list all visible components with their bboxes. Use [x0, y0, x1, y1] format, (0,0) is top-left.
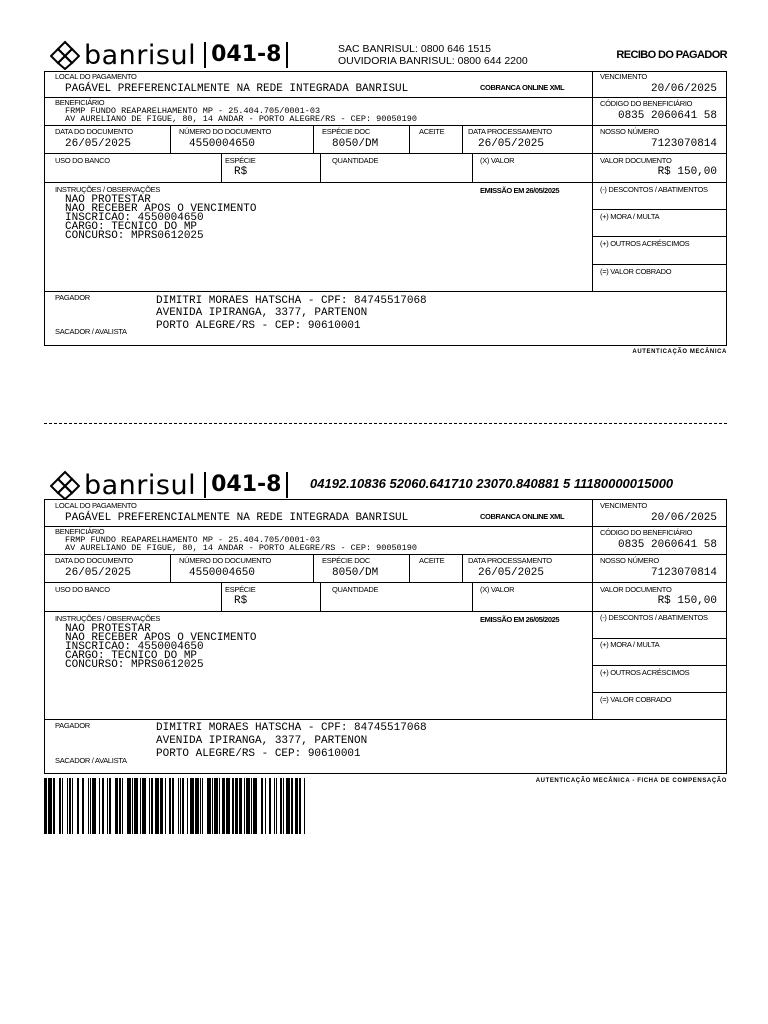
codigo-beneficiario-value: 0835 2060641 58 — [617, 110, 717, 122]
numero-documento-value: 4550004650 — [189, 138, 256, 150]
numero-documento-value: 4550004650 — [189, 567, 256, 579]
label-sacador: SACADOR / AVALISTA — [55, 756, 127, 765]
label-mora: (+) MORA / MULTA — [600, 212, 660, 221]
nosso-numero-value: 7123070814 — [650, 138, 717, 150]
label-valor-documento: VALOR DOCUMENTO — [600, 156, 672, 165]
label-beneficiario: BENEFICIÁRIO — [55, 98, 105, 107]
cobranca-type: COBRANCA ONLINE XML — [480, 83, 565, 92]
label-sacador: SACADOR / AVALISTA — [55, 327, 127, 336]
vencimento-value: 20/06/2025 — [650, 512, 717, 524]
bank-logo — [50, 40, 288, 70]
instrucao-line: CONCURSO: MPRS0612025 — [65, 659, 204, 671]
label-especie-doc: ESPÉCIE DOC — [322, 127, 370, 136]
label-aceite: ACEITE — [419, 556, 445, 565]
vencimento-value: 20/06/2025 — [650, 83, 717, 95]
receipt-title: RECIBO DO PAGADOR — [616, 49, 727, 61]
especie-doc-value: 8050/DM — [332, 567, 379, 579]
label-local-pagamento: LOCAL DO PAGAMENTO — [55, 72, 137, 81]
instrucao-line: CARGO: TECNICO DO MP — [65, 221, 198, 233]
beneficiario-line-2: AV AURELIANO DE FIGUE, 80, 14 ANDAR - PORTO ALEGRE/RS - CEP: 90050190 — [65, 114, 417, 124]
instrucao-line: NAO RECEBER APOS O VENCIMENTO — [65, 203, 257, 215]
especie-value: R$ — [234, 166, 248, 178]
label-especie: ESPÉCIE — [225, 156, 256, 165]
bank-name: banrisul — [84, 39, 197, 71]
local-pagamento-value: PAGÁVEL PREFERENCIALMENTE NA REDE INTEGRADA BANRISUL — [65, 512, 409, 524]
instrucao-line: INSCRICAO: 4550004650 — [65, 212, 204, 224]
autenticacao-label: AUTENTICAÇÃO MECÂNICA — [632, 349, 727, 355]
banrisul-logo-icon — [50, 40, 80, 70]
beneficiario-line-1: FRMP FUNDO REAPARELHAMENTO MP - 25.404.705/0001-03 — [65, 106, 321, 116]
instrucao-line: INSCRICAO: 4550004650 — [65, 641, 204, 653]
pagador-line: AVENIDA IPIRANGA, 3377, PARTENON — [156, 307, 368, 319]
pagador-line: PORTO ALEGRE/RS - CEP: 90610001 — [156, 748, 361, 760]
bank-code: 041-8 — [204, 42, 288, 68]
especie-doc-value: 8050/DM — [332, 138, 379, 150]
barcode-bar — [304, 778, 305, 834]
instrucao-line: NAO PROTESTAR — [65, 623, 151, 635]
data-documento-value: 26/05/2025 — [65, 138, 132, 150]
data-documento-value: 26/05/2025 — [65, 567, 132, 579]
label-nosso-numero: NOSSO NÚMERO — [600, 127, 659, 136]
label-local-pagamento: LOCAL DO PAGAMENTO — [55, 501, 137, 510]
especie-value: R$ — [234, 595, 248, 607]
label-x-valor: (X) VALOR — [480, 585, 515, 594]
label-quantidade: QUANTIDADE — [332, 156, 379, 165]
codigo-beneficiario-value: 0835 2060641 58 — [617, 539, 717, 551]
label-valor-cobrado: (=) VALOR COBRADO — [600, 267, 672, 276]
ouvidoria-phone: OUVIDORIA BANRISUL: 0800 644 2200 — [338, 55, 528, 67]
label-valor-documento: VALOR DOCUMENTO — [600, 585, 672, 594]
label-pagador: PAGADOR — [55, 293, 90, 302]
bank-logo — [50, 470, 288, 500]
label-outros-acrescimos: (+) OUTROS ACRÉSCIMOS — [600, 668, 690, 677]
emissao-date: EMISSÃO EM 26/05/2025 — [480, 186, 560, 195]
label-numero-documento: NÚMERO DO DOCUMENTO — [179, 127, 272, 136]
instrucao-line: NAO RECEBER APOS O VENCIMENTO — [65, 632, 257, 644]
pagador-line: AVENIDA IPIRANGA, 3377, PARTENON — [156, 735, 368, 747]
label-mora: (+) MORA / MULTA — [600, 640, 660, 649]
instrucao-line: CONCURSO: MPRS0612025 — [65, 230, 204, 242]
label-data-documento: DATA DO DOCUMENTO — [55, 127, 133, 136]
label-x-valor: (X) VALOR — [480, 156, 515, 165]
label-aceite: ACEITE — [419, 127, 445, 136]
autenticacao-ficha-label: AUTENTICAÇÃO MECÂNICA - FICHA DE COMPENSAÇÃO — [535, 778, 727, 784]
banrisul-logo-icon — [50, 470, 80, 500]
label-descontos: (-) DESCONTOS / ABATIMENTOS — [600, 613, 708, 622]
label-pagador: PAGADOR — [55, 721, 90, 730]
sac-phone: SAC BANRISUL: 0800 646 1515 — [338, 43, 491, 55]
label-outros-acrescimos: (+) OUTROS ACRÉSCIMOS — [600, 239, 690, 248]
label-valor-cobrado: (=) VALOR COBRADO — [600, 695, 672, 704]
label-instrucoes: INSTRUÇÕES / OBSERVAÇÕES — [55, 614, 161, 623]
data-processamento-value: 26/05/2025 — [478, 138, 545, 150]
label-instrucoes: INSTRUÇÕES / OBSERVAÇÕES — [55, 185, 161, 194]
label-uso-banco: USO DO BANCO — [55, 585, 110, 594]
cut-line — [44, 423, 727, 424]
label-vencimento: VENCIMENTO — [600, 72, 647, 81]
pagador-line: PORTO ALEGRE/RS - CEP: 90610001 — [156, 320, 361, 332]
instrucao-line: CARGO: TECNICO DO MP — [65, 650, 198, 662]
label-vencimento: VENCIMENTO — [600, 501, 647, 510]
barcode — [44, 778, 438, 834]
data-processamento-value: 26/05/2025 — [478, 567, 545, 579]
emissao-date: EMISSÃO EM 26/05/2025 — [480, 615, 560, 624]
pagador-line: DIMITRI MORAES HATSCHA - CPF: 84745517068 — [156, 295, 427, 307]
pagador-line: DIMITRI MORAES HATSCHA - CPF: 84745517068 — [156, 722, 427, 734]
beneficiario-line-1: FRMP FUNDO REAPARELHAMENTO MP - 25.404.705/0001-03 — [65, 535, 321, 545]
label-quantidade: QUANTIDADE — [332, 585, 379, 594]
digitable-line: 04192.10836 52060.641710 23070.840881 5 11180000015000 — [310, 476, 674, 491]
valor-documento-value: R$ 150,00 — [657, 595, 717, 607]
label-uso-banco: USO DO BANCO — [55, 156, 110, 165]
bank-name: banrisul — [84, 469, 197, 501]
label-numero-documento: NÚMERO DO DOCUMENTO — [179, 556, 272, 565]
label-especie-doc: ESPÉCIE DOC — [322, 556, 370, 565]
local-pagamento-value: PAGÁVEL PREFERENCIALMENTE NA REDE INTEGRADA BANRISUL — [65, 83, 409, 95]
label-beneficiario: BENEFICIÁRIO — [55, 527, 105, 536]
label-data-processamento: DATA PROCESSAMENTO — [468, 127, 552, 136]
instrucao-line: NAO PROTESTAR — [65, 194, 151, 206]
label-especie: ESPÉCIE — [225, 585, 256, 594]
nosso-numero-value: 7123070814 — [650, 567, 717, 579]
label-codigo-beneficiario: CÓDIGO DO BENEFICIÁRIO — [600, 528, 693, 537]
label-codigo-beneficiario: CÓDIGO DO BENEFICIÁRIO — [600, 99, 693, 108]
valor-documento-value: R$ 150,00 — [657, 166, 717, 178]
label-nosso-numero: NOSSO NÚMERO — [600, 556, 659, 565]
beneficiario-line-2: AV AURELIANO DE FIGUE, 80, 14 ANDAR - PORTO ALEGRE/RS - CEP: 90050190 — [65, 543, 417, 553]
label-descontos: (-) DESCONTOS / ABATIMENTOS — [600, 185, 708, 194]
label-data-documento: DATA DO DOCUMENTO — [55, 556, 133, 565]
cobranca-type: COBRANCA ONLINE XML — [480, 512, 565, 521]
bank-code: 041-8 — [204, 472, 288, 498]
label-data-processamento: DATA PROCESSAMENTO — [468, 556, 552, 565]
